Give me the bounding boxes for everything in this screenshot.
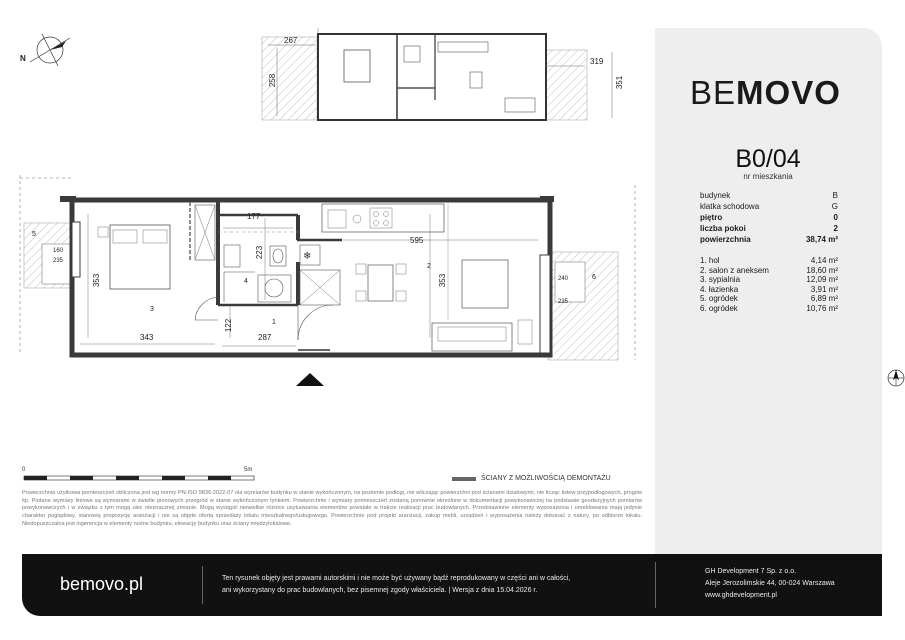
room-area: 6,89 m² xyxy=(810,294,838,303)
dim-287: 287 xyxy=(258,333,272,342)
detail-label: klatka schodowa xyxy=(700,202,760,211)
room-label: 2. salon z aneksem xyxy=(700,265,769,275)
detail-label: piętro xyxy=(700,213,723,222)
logo-light: BE xyxy=(690,74,737,111)
room-label: 5. ogródek xyxy=(700,294,738,303)
dim-351: 351 xyxy=(615,75,625,90)
footer-divider xyxy=(202,566,203,604)
svg-text:❄: ❄ xyxy=(303,251,312,262)
thumbnail-plan xyxy=(262,28,612,120)
room-row xyxy=(700,266,838,276)
company-address: Aleje Jerozolimskie 44, 00-024 Warszawa xyxy=(705,580,835,587)
detail-value: B xyxy=(832,191,838,200)
dim-235-right: 235 xyxy=(558,299,569,305)
detail-value: G xyxy=(831,202,838,211)
room-area: 4,14 m² xyxy=(810,256,838,265)
room-row xyxy=(700,256,838,266)
room-area: 3,91 m² xyxy=(810,284,838,294)
dim-343: 343 xyxy=(140,333,154,342)
room-area: 18,60 m² xyxy=(806,265,838,275)
company-name: GH Development 7 Sp. z o.o. xyxy=(705,568,797,575)
dim-160: 160 xyxy=(53,248,64,254)
detail-label: liczba pokoi xyxy=(700,224,746,233)
dim-235-left: 235 xyxy=(53,258,64,264)
room-number-4: 4 xyxy=(244,278,248,285)
room-number-3: 3 xyxy=(150,306,154,313)
legend-label: ŚCIANY Z MOŻLIWOŚCIĄ DEMONTAŻU xyxy=(481,475,611,482)
scale-bar xyxy=(24,476,254,480)
dim-177: 177 xyxy=(247,212,261,221)
room-row xyxy=(700,275,838,285)
apartment-code: B0/04 xyxy=(735,145,801,173)
detail-value: 0 xyxy=(833,213,838,222)
detail-value: 38,74 m² xyxy=(805,235,838,244)
detail-row xyxy=(700,234,838,245)
room-number-1: 1 xyxy=(272,319,276,326)
room-number-5: 5 xyxy=(32,231,36,238)
room-label: 6. ogródek xyxy=(700,303,738,313)
room-area: 12,09 m² xyxy=(806,275,838,284)
room-row xyxy=(700,285,838,295)
detail-value: 2 xyxy=(833,224,838,233)
detail-row xyxy=(700,223,838,234)
dim-595: 595 xyxy=(410,236,424,245)
detail-row xyxy=(700,201,838,212)
apartment-details xyxy=(700,190,838,245)
svg-text:N: N xyxy=(20,54,26,63)
dim-353-right: 353 xyxy=(438,273,448,288)
detail-label: budynek xyxy=(700,191,731,200)
scale-end-label: 5m xyxy=(244,467,253,473)
dim-258: 258 xyxy=(268,73,278,88)
dim-223: 223 xyxy=(255,245,265,260)
website-link[interactable]: bemovo.pl xyxy=(60,574,144,594)
detail-row xyxy=(700,190,838,201)
room-list xyxy=(700,256,838,313)
company-info xyxy=(705,566,835,602)
footer-divider xyxy=(655,562,656,608)
dim-122: 122 xyxy=(224,318,234,333)
bemovo-logo xyxy=(690,74,841,112)
disclaimer-text: Powierzchnia użytkowa pomieszczeń obliczona jest wg normy PN-ISO 9836:2022-07 ola wymiarów budynku w stanie wykończonym, na poziomie podłogi, nie wliczając powierzchni pod ścianami działowymi, nie licząc listew przypodłogowych, progów itp. Podane wymiary liniowe są wymiarami w świetle pionowych przegród w stanie wykończonym tynkiem. Powierzchnie i wymiary pomieszczeń zostaną ponownie określone w dokumentacji powykonawczej na podstawie geodezyjnych pomiarów powykonawczych i w związku z tym mogą ulec nieznacznej zmianie. Mogą wystąpić niewielkie różnice usytuowania elementów powstałe w trakcie realizacji prac budowlanych. Przedstawione elementy wyposażenia i umeblowania mają jedynie charakter poglądowy, stanowią propozycję aranżacji i nie są objęte ofertą sprzedaży lokalu mieszkalnego/usługowego. Powierzchnie pod projekt aranżacji, zakup mebli, urządzeń i wyposażenia należy dokonać z natury, po odbiorze lokalu. Niedopuszczalna jest ingerencja w elementy nośne budynku, elewację budynku oraz ściany międzylokalowe. xyxy=(22,490,642,527)
footer-bar xyxy=(22,554,882,616)
detail-row xyxy=(700,212,838,223)
dim-240: 240 xyxy=(558,276,569,282)
logo-bold: MOVO xyxy=(736,74,841,111)
detail-label: powierzchnia xyxy=(700,235,751,244)
room-number-6: 6 xyxy=(592,274,596,281)
copyright-note xyxy=(222,573,642,597)
room-row xyxy=(700,294,838,304)
compass-icon xyxy=(20,34,70,66)
room-label: 3. sypialnia xyxy=(700,275,741,284)
room-number-2: 2 xyxy=(427,263,431,270)
legend-swatch xyxy=(452,477,476,481)
apartment-code-label: nr mieszkania xyxy=(743,172,793,181)
entrance-arrow-icon xyxy=(296,373,324,386)
dim-319: 319 xyxy=(590,57,604,66)
scale-start-label: 0 xyxy=(22,467,26,473)
room-area: 10,76 m² xyxy=(806,303,838,313)
company-website[interactable]: www.ghdevelopment.pl xyxy=(705,592,777,599)
dim-353-left: 353 xyxy=(92,273,102,288)
main-plan xyxy=(20,175,635,386)
room-label: 1. hol xyxy=(700,256,720,265)
copyright-line-2: ani wykorzystany do prac budowlanych, bez pisemnej zgody właściciela. | Wersja z dnia 15.04.2026 r. xyxy=(222,587,538,594)
dim-267: 267 xyxy=(284,36,298,45)
room-label: 4. łazienka xyxy=(700,284,739,294)
room-row xyxy=(700,304,838,314)
copyright-line-1: Ten rysunek objęty jest prawami autorskimi i nie może być używany bądź reprodukowany w części ani w całości, xyxy=(222,575,571,582)
